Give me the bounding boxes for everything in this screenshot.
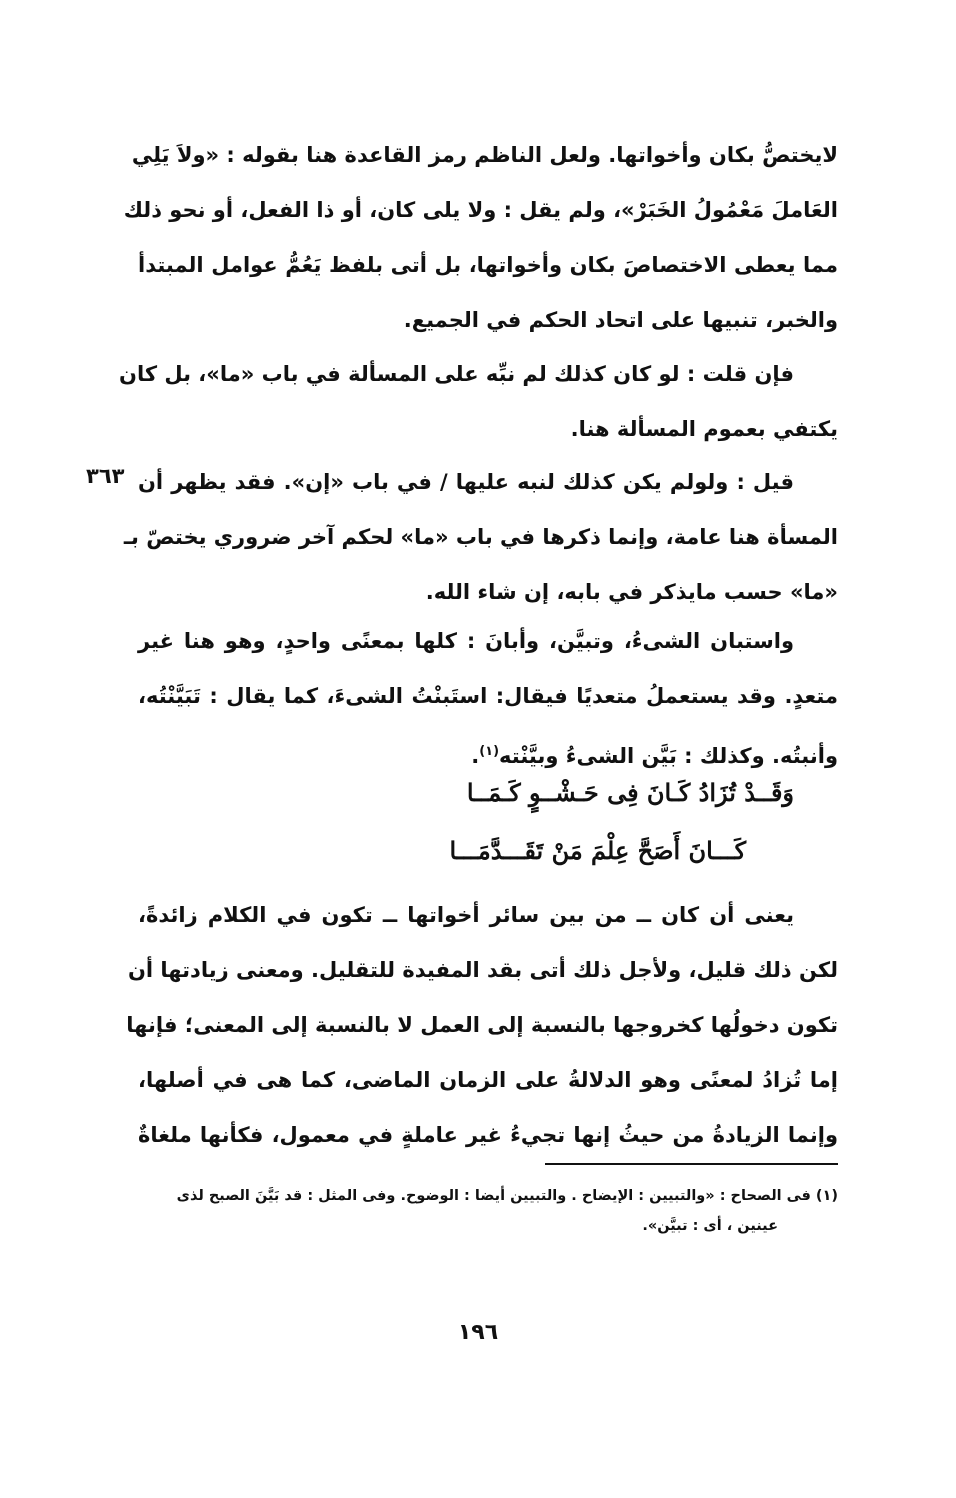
paragraph-3	[123, 455, 838, 620]
text-line: والخبر، تنبيها على اتحاد الحكم في الجميع.	[403, 308, 838, 332]
text-line: قيل : ولولم يكن كذلك لنبه عليها / في باب «إن». فقد يظهر أن	[138, 470, 794, 494]
text-line: مما يعطى الاختصاصَ بكان وأخواتها، بل أتى بلفظ يَعُمُّ عوامل المبتدأ	[138, 253, 838, 277]
text-line: العَاملَ مَعْمُولُ الخَبَرْ»، ولم يقل : ولا يلى كان، أو ذا الفعل، أو نحو ذلك	[123, 198, 838, 222]
text-line: إما تُزادُ لمعنًى وهو الدلالةُ على الزمان الماضى، كما هى في أصلها،	[138, 1068, 838, 1092]
text-line: وأنبتُه. وكذلك : بَيَّن الشىءُ وبيَّنْته$^{(١)}$.	[471, 744, 838, 768]
footnote-line-2: عينين ، أى : تبيَّن».	[642, 1218, 778, 1234]
footnote-reference: (١)	[479, 744, 500, 759]
text-line: واستبان الشىءُ، وتبيَّن، وأبانَ : كلها بمعنًى واحدٍ، وهو هنا غير	[138, 629, 794, 653]
footnote-separator	[545, 1163, 838, 1165]
text-line: يكتفي بعموم المسألة هنا.	[570, 417, 838, 441]
text-segment: وأنبتُه. وكذلك : بَيَّن الشىءُ وبيَّنْته	[499, 744, 838, 768]
text-line: «ما» حسب مايذكر في بابه، إن شاء الله.	[425, 580, 838, 604]
verse-hemistich-1: وَقَــدْ تُزَادُ كَـانَ فِى حَـشْــوٍ كَـمَــا	[466, 778, 794, 807]
text-line: يعنى أن كان ــ من بين سائر أخواتها ــ تكون في الكلام زائدةً،	[138, 903, 794, 927]
margin-manuscript-number: ٣٦٣	[86, 464, 125, 488]
text-line: المسأة هنا عامة، وإنما ذكرها في باب «ما» لحكم آخر ضروري يختصّ بـ	[123, 525, 838, 549]
verse-hemistich-2: كَـــانَ أَصَحَّ عِلْمَ مَنْ تَقَـــدَّمَـــا	[449, 836, 746, 865]
text-line: وإنما الزيادةُ من حيثُ إنها تجيءُ غير عاملةٍ في معمول، فكأنها ملغاةٌ	[138, 1123, 838, 1147]
paragraph-2	[119, 347, 838, 457]
footnote-line-1: (١) فى الصحاح : «والتبيين : الإيضاح . والتبيين أيضا : الوضوح. وفى المثل : قد بَيَّنَ الصبح لذى	[176, 1188, 838, 1204]
paragraph-4	[138, 614, 838, 784]
text-line: تكون دخولُها كخروجها بالنسبة إلى العمل لا بالنسبة إلى المعنى؛ فإنها	[126, 1013, 838, 1037]
text-line: متعدٍ. وقد يستعملُ متعديًا فيقال: استَبنْتُ الشىءَ، كما يقال : تَبَيَّنْتُه،	[138, 684, 838, 708]
text-line: لايختصُّ بكان وأخواتها. ولعل الناظم رمز القاعدة هنا بقوله : «ولاَ يَلِي	[131, 143, 838, 167]
page-number: ١٩٦	[457, 1320, 499, 1345]
text-line: لكن ذلك قليل، ولأجل ذلك أتى بقد المفيدة للتقليل. ومعنى زيادتها أن	[127, 958, 838, 982]
paragraph-5	[126, 888, 838, 1163]
paragraph-1	[123, 128, 838, 348]
text-line: فإن قلت : لو كان كذلك لم نبِّه على المسألة في باب «ما»، بل كان	[119, 362, 794, 386]
